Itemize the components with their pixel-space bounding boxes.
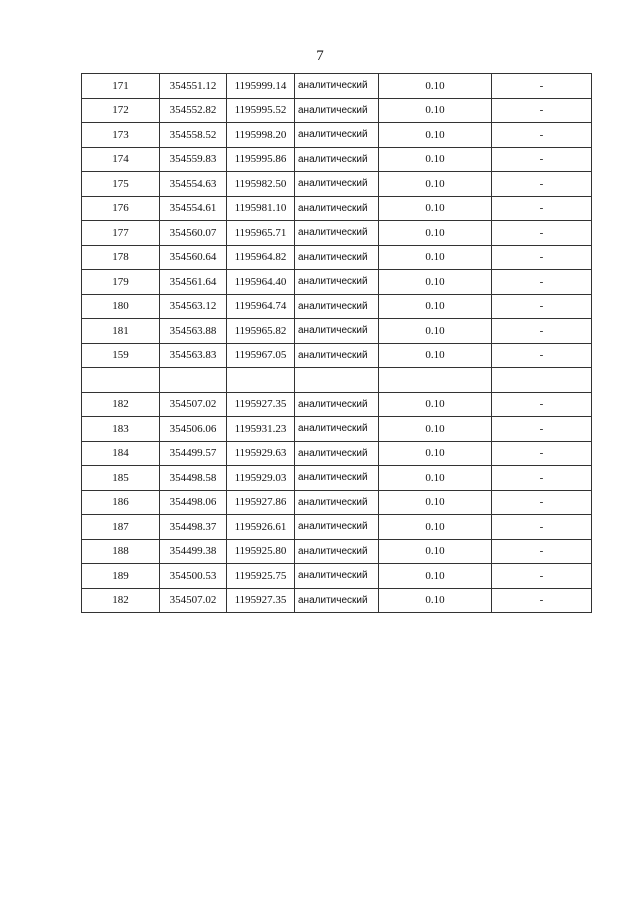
x-coordinate-cell: 354498.58 <box>160 466 227 491</box>
y-coordinate-cell: 1195926.61 <box>227 515 295 540</box>
accuracy-cell: 0.10 <box>379 98 492 123</box>
table-row <box>82 196 592 221</box>
table-row <box>82 417 592 442</box>
method-cell: аналитический <box>295 417 379 442</box>
point-number-cell: 182 <box>82 392 160 417</box>
note-cell: - <box>492 196 592 221</box>
accuracy-cell: 0.10 <box>379 343 492 368</box>
accuracy-cell: 0.10 <box>379 417 492 442</box>
coordinates-table-body <box>82 74 592 613</box>
y-coordinate-cell: 1195927.35 <box>227 588 295 613</box>
note-cell: - <box>492 74 592 99</box>
note-cell: - <box>492 417 592 442</box>
point-number-cell: 184 <box>82 441 160 466</box>
x-coordinate-cell: 354560.64 <box>160 245 227 270</box>
coordinates-table <box>81 73 592 613</box>
point-number-cell <box>82 368 160 393</box>
y-coordinate-cell: 1195995.52 <box>227 98 295 123</box>
method-cell: аналитический <box>295 270 379 295</box>
accuracy-cell: 0.10 <box>379 123 492 148</box>
point-number-cell: 172 <box>82 98 160 123</box>
table-row <box>82 147 592 172</box>
point-number-cell: 180 <box>82 294 160 319</box>
x-coordinate-cell: 354561.64 <box>160 270 227 295</box>
table-row <box>82 221 592 246</box>
y-coordinate-cell: 1195964.82 <box>227 245 295 270</box>
y-coordinate-cell: 1195982.50 <box>227 172 295 197</box>
table-row <box>82 466 592 491</box>
table-row <box>82 294 592 319</box>
point-number-cell: 187 <box>82 515 160 540</box>
y-coordinate-cell: 1195999.14 <box>227 74 295 99</box>
accuracy-cell: 0.10 <box>379 588 492 613</box>
x-coordinate-cell: 354500.53 <box>160 564 227 589</box>
accuracy-cell: 0.10 <box>379 392 492 417</box>
x-coordinate-cell: 354554.63 <box>160 172 227 197</box>
accuracy-cell: 0.10 <box>379 245 492 270</box>
note-cell <box>492 368 592 393</box>
table-row <box>82 392 592 417</box>
method-cell: аналитический <box>295 221 379 246</box>
method-cell: аналитический <box>295 319 379 344</box>
x-coordinate-cell: 354558.52 <box>160 123 227 148</box>
y-coordinate-cell: 1195925.75 <box>227 564 295 589</box>
point-number-cell: 177 <box>82 221 160 246</box>
y-coordinate-cell: 1195967.05 <box>227 343 295 368</box>
table-row <box>82 441 592 466</box>
y-coordinate-cell: 1195964.74 <box>227 294 295 319</box>
note-cell: - <box>492 270 592 295</box>
note-cell: - <box>492 319 592 344</box>
accuracy-cell: 0.10 <box>379 539 492 564</box>
table-row <box>82 368 592 393</box>
accuracy-cell: 0.10 <box>379 74 492 99</box>
note-cell: - <box>492 588 592 613</box>
method-cell: аналитический <box>295 343 379 368</box>
y-coordinate-cell: 1195927.86 <box>227 490 295 515</box>
x-coordinate-cell: 354498.37 <box>160 515 227 540</box>
table-row <box>82 515 592 540</box>
accuracy-cell: 0.10 <box>379 466 492 491</box>
method-cell: аналитический <box>295 123 379 148</box>
point-number-cell: 186 <box>82 490 160 515</box>
note-cell: - <box>492 294 592 319</box>
page-number: 7 <box>316 48 324 64</box>
y-coordinate-cell: 1195929.63 <box>227 441 295 466</box>
x-coordinate-cell: 354499.57 <box>160 441 227 466</box>
x-coordinate-cell: 354559.83 <box>160 147 227 172</box>
point-number-cell: 182 <box>82 588 160 613</box>
x-coordinate-cell: 354507.02 <box>160 588 227 613</box>
method-cell: аналитический <box>295 392 379 417</box>
point-number-cell: 176 <box>82 196 160 221</box>
x-coordinate-cell: 354560.07 <box>160 221 227 246</box>
x-coordinate-cell: 354506.06 <box>160 417 227 442</box>
table-row <box>82 98 592 123</box>
accuracy-cell: 0.10 <box>379 294 492 319</box>
method-cell <box>295 368 379 393</box>
method-cell: аналитический <box>295 490 379 515</box>
method-cell: аналитический <box>295 98 379 123</box>
method-cell: аналитический <box>295 539 379 564</box>
table-row <box>82 539 592 564</box>
table-row <box>82 172 592 197</box>
table-row <box>82 588 592 613</box>
note-cell: - <box>492 515 592 540</box>
accuracy-cell: 0.10 <box>379 172 492 197</box>
x-coordinate-cell: 354498.06 <box>160 490 227 515</box>
y-coordinate-cell <box>227 368 295 393</box>
x-coordinate-cell: 354507.02 <box>160 392 227 417</box>
point-number-cell: 175 <box>82 172 160 197</box>
y-coordinate-cell: 1195927.35 <box>227 392 295 417</box>
table-row <box>82 564 592 589</box>
y-coordinate-cell: 1195965.71 <box>227 221 295 246</box>
note-cell: - <box>492 441 592 466</box>
y-coordinate-cell: 1195931.23 <box>227 417 295 442</box>
method-cell: аналитический <box>295 172 379 197</box>
method-cell: аналитический <box>295 294 379 319</box>
method-cell: аналитический <box>295 588 379 613</box>
method-cell: аналитический <box>295 564 379 589</box>
note-cell: - <box>492 147 592 172</box>
note-cell: - <box>492 221 592 246</box>
y-coordinate-cell: 1195929.03 <box>227 466 295 491</box>
x-coordinate-cell: 354552.82 <box>160 98 227 123</box>
table-row <box>82 343 592 368</box>
accuracy-cell: 0.10 <box>379 564 492 589</box>
note-cell: - <box>492 564 592 589</box>
accuracy-cell: 0.10 <box>379 147 492 172</box>
note-cell: - <box>492 343 592 368</box>
point-number-cell: 188 <box>82 539 160 564</box>
note-cell: - <box>492 392 592 417</box>
table-row <box>82 245 592 270</box>
note-cell: - <box>492 98 592 123</box>
y-coordinate-cell: 1195981.10 <box>227 196 295 221</box>
point-number-cell: 185 <box>82 466 160 491</box>
accuracy-cell <box>379 368 492 393</box>
method-cell: аналитический <box>295 245 379 270</box>
note-cell: - <box>492 539 592 564</box>
note-cell: - <box>492 172 592 197</box>
accuracy-cell: 0.10 <box>379 319 492 344</box>
point-number-cell: 174 <box>82 147 160 172</box>
point-number-cell: 189 <box>82 564 160 589</box>
table-row <box>82 270 592 295</box>
method-cell: аналитический <box>295 74 379 99</box>
accuracy-cell: 0.10 <box>379 221 492 246</box>
method-cell: аналитический <box>295 147 379 172</box>
point-number-cell: 173 <box>82 123 160 148</box>
note-cell: - <box>492 490 592 515</box>
method-cell: аналитический <box>295 441 379 466</box>
table-row <box>82 74 592 99</box>
note-cell: - <box>492 466 592 491</box>
method-cell: аналитический <box>295 196 379 221</box>
x-coordinate-cell <box>160 368 227 393</box>
y-coordinate-cell: 1195995.86 <box>227 147 295 172</box>
point-number-cell: 183 <box>82 417 160 442</box>
x-coordinate-cell: 354554.61 <box>160 196 227 221</box>
x-coordinate-cell: 354563.12 <box>160 294 227 319</box>
accuracy-cell: 0.10 <box>379 490 492 515</box>
x-coordinate-cell: 354551.12 <box>160 74 227 99</box>
point-number-cell: 181 <box>82 319 160 344</box>
accuracy-cell: 0.10 <box>379 441 492 466</box>
point-number-cell: 159 <box>82 343 160 368</box>
accuracy-cell: 0.10 <box>379 196 492 221</box>
x-coordinate-cell: 354499.38 <box>160 539 227 564</box>
y-coordinate-cell: 1195998.20 <box>227 123 295 148</box>
table-row <box>82 123 592 148</box>
accuracy-cell: 0.10 <box>379 270 492 295</box>
y-coordinate-cell: 1195925.80 <box>227 539 295 564</box>
x-coordinate-cell: 354563.83 <box>160 343 227 368</box>
point-number-cell: 178 <box>82 245 160 270</box>
table-row <box>82 490 592 515</box>
note-cell: - <box>492 245 592 270</box>
y-coordinate-cell: 1195965.82 <box>227 319 295 344</box>
method-cell: аналитический <box>295 466 379 491</box>
method-cell: аналитический <box>295 515 379 540</box>
table-row <box>82 319 592 344</box>
point-number-cell: 171 <box>82 74 160 99</box>
note-cell: - <box>492 123 592 148</box>
accuracy-cell: 0.10 <box>379 515 492 540</box>
x-coordinate-cell: 354563.88 <box>160 319 227 344</box>
y-coordinate-cell: 1195964.40 <box>227 270 295 295</box>
point-number-cell: 179 <box>82 270 160 295</box>
